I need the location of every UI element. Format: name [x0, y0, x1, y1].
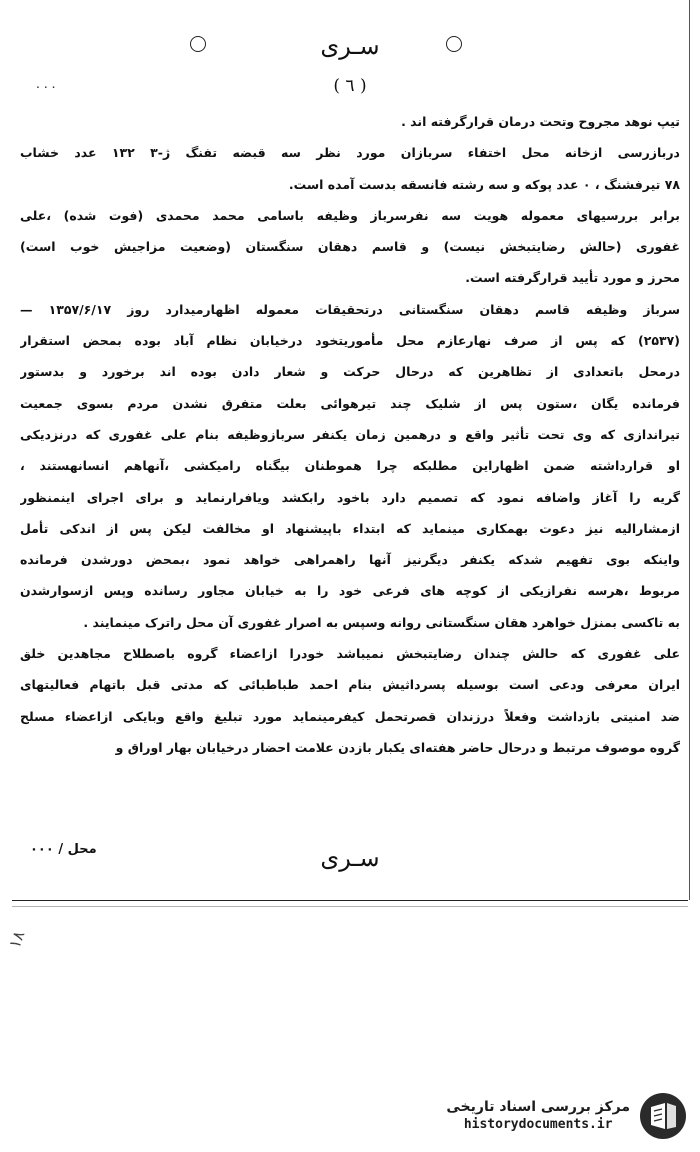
right-border-line [689, 0, 690, 900]
archive-logo-icon [638, 1091, 688, 1141]
page-divider-shadow [12, 906, 688, 907]
document-line: درمحل باتعدادی از تظاهرین که درحال حرکت و شعار دادن بوده اند برخورد و بدستور [20, 364, 680, 380]
document-line: تیراندازی که وی تحت تأثیر واقع و درهمین زمان یکنفر سربازوظیفه بنام علی غفوری که درنزدیکی [20, 426, 680, 442]
page-number: ( ٦ ) [333, 76, 367, 96]
classification-header: سـرى [320, 32, 380, 60]
classification-footer: سـرى [320, 844, 380, 872]
document-line: ۷۸ تیرفشنگ ، ۰ عدد پوکه و سه رشته فانسقه بدست آمده است. [288, 176, 680, 192]
document-line: فرمانده یگان ،ستون پس از شلیک چند تیرهوائی بعلت متفرق نشدن مردم بسوی جمعیت [20, 395, 680, 411]
watermark-text [446, 1099, 630, 1133]
document-line: واینکه بوی تفهیم شدکه یکنفر دیگرنیز آنها راهمراهی خواهد نمود ،بمحض دورشدن فرمانده [20, 552, 680, 568]
document-body [20, 106, 680, 763]
document-line: مربوط ،هرسه نفرازیکی از کوچه های فرعی خود را به خیابان مجاور رسانده وپس ازسوارشدن [20, 583, 680, 599]
document-line: برابر بررسیهای معموله هویت سه نفرسرباز وظیفه باسامی محمد محمدی (فوت شده) ،علی [20, 207, 680, 223]
watermark-url: historydocuments.ir [463, 1116, 613, 1132]
margin-handwritten-mark: ۱۸ [4, 928, 29, 951]
document-line: ازمشارالیه نیز دعوت بهمکاری مینماید که ابتداء باپیشنهاد او مخالفت لیکن پس از اندکی تأمل [20, 520, 680, 536]
document-line: گروه موصوف مرتبط و درحال حاضر هفته‌ای یکبار بازدن علامت احضار درخیابان بهار اوراق و [115, 739, 680, 755]
document-line: سرباز وظیفه قاسم دهقان سنگستانی درتحقیقات معموله اظهارمیدارد روز ۱۳۵۷/۶/۱۷ — [20, 301, 680, 317]
document-line: ایران معرفی ودعی است بوسیله پسرداثیش بنام احمد طباطبائی که مدتی قبل باتهام فعالیتهای [20, 677, 680, 693]
document-line: به تاکسی بمنزل خواهرد هقان سنگستانی روانه وسپس به اصرار غفوری آن محل راترک مینمایند . [83, 614, 680, 630]
page-divider [12, 900, 688, 901]
watermark-name: مرکز بررسی اسناد تاریخی [446, 1099, 630, 1116]
document-line: دربازرسی ازخانه محل اختفاء سربازان مورد نظر سه قبضه تفنگ ژ-۳ ۱۳۲ عدد خشاب [20, 145, 680, 161]
document-line: او قرارداشته ضمن اظهاراین مطلبکه چرا هموطنان بیگناه رامیکشی ،آنهاهم انسانهستند ، [20, 458, 680, 474]
document-line: گریه را آغاز واضافه نمود که تصمیم دارد باخود رابکشد ویافرارنماید و برای اجرای اینمنظور [20, 489, 680, 505]
header-dots: ۰۰۰ [34, 80, 58, 95]
document-line: ضد امنیتی بازداشت وفعلاً درزندان قصرتحمل کیفرمینماید مورد تبلیغ واقع وبایکی ازاعضاء مسلح [20, 708, 680, 724]
document-line: محرز و مورد تأیید قرارگرفته است. [465, 270, 680, 286]
place-label: محل / ۰۰۰ [30, 842, 97, 857]
document-line: غفوری (حالش رضایتبخش نیست) و قاسم دهقان سنگستان (وضعیت مزاجیش خوب است) [20, 239, 680, 255]
watermark-brand [446, 1088, 688, 1144]
document-line: علی غفوری که حالش چندان رضایتبخش نمیباشد خودرا ازاعضاء گروه باصطلاح مجاهدین خلق [20, 646, 680, 662]
document-line: تیپ نوهد مجروح وتحت درمان قرارگرفته اند . [401, 114, 680, 129]
document-line: (۲۵۳۷) که پس از صرف نهارعازم محل مأموریتخود درخیابان نظام آباد بوده بمحض استقرار [20, 333, 680, 349]
